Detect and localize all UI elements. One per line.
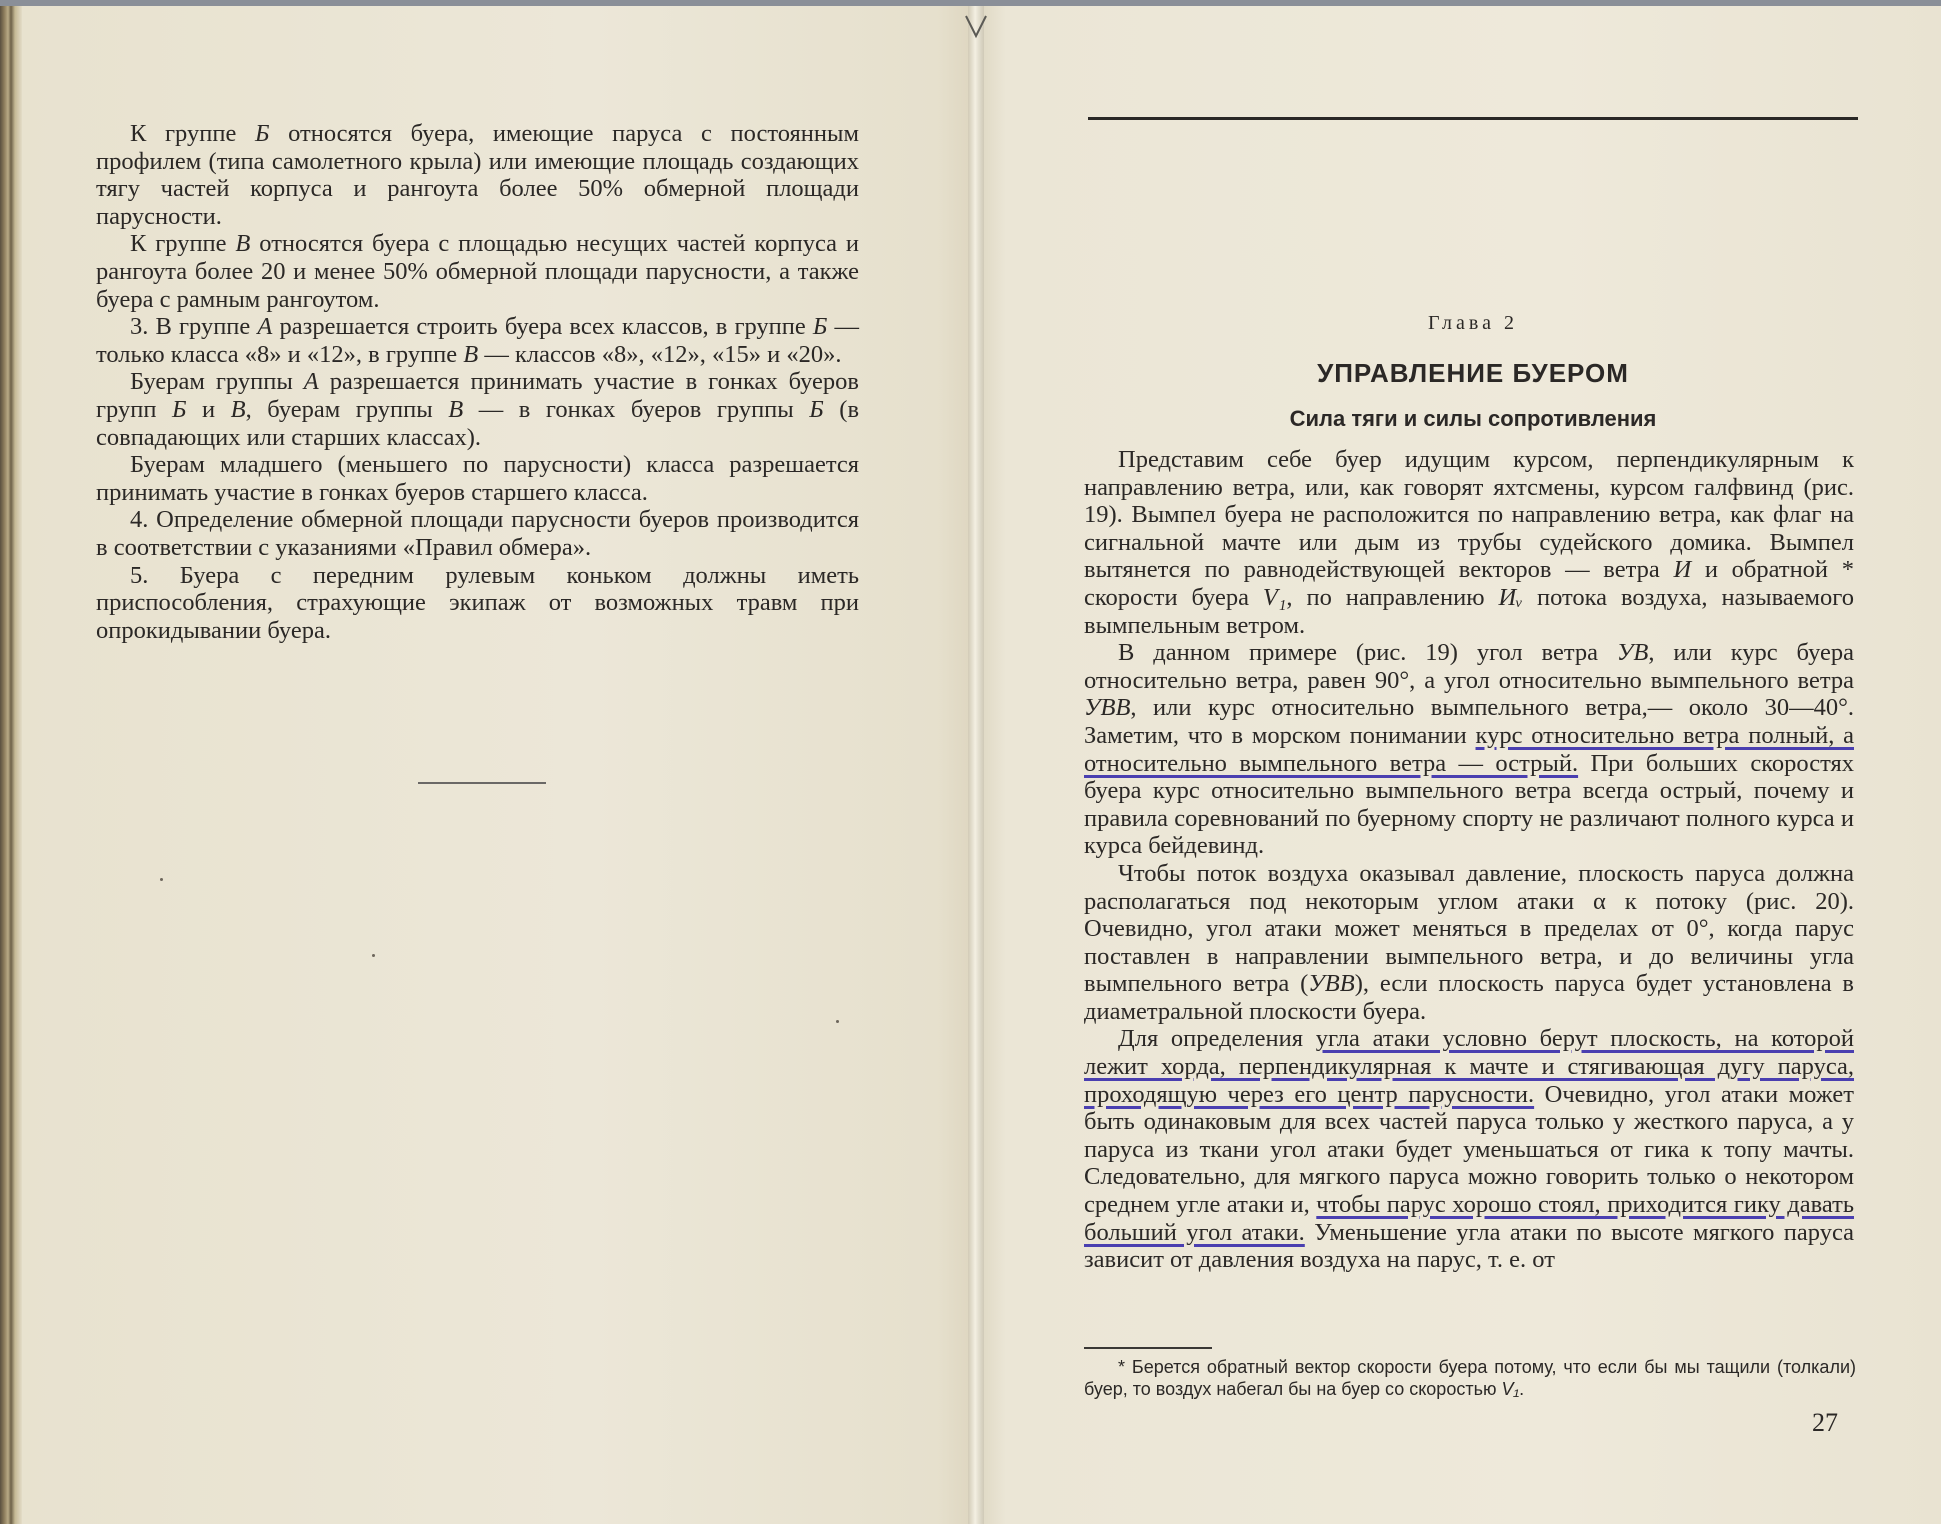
italic-symbol: УВВ [1308, 970, 1355, 998]
italic-symbol: Б [809, 395, 824, 423]
text-run: 4. Определение обмерной площади парусности буеров производится в соответствии с указаниями «Правил обмера». [96, 506, 859, 561]
header-rule [1088, 117, 1858, 120]
spine-notch-icon [964, 14, 988, 40]
pen-underlined-text: чтобы парус хорошо стоял, приходится гику давать больший угол атаки. [1084, 1191, 1854, 1246]
paragraph [96, 562, 859, 645]
text-run: потока воздуха, называемого вымпельным ветром. [1084, 583, 1854, 639]
italic-symbol: Иᵥ [1498, 583, 1524, 611]
section-divider [418, 782, 546, 784]
text-run: относятся буера с площадью несущих частей корпуса и рангоута более 20 и менее 50% обмерной площади парусности, а также буера с рамным рангоутом. [96, 230, 859, 313]
right-page [976, 6, 1941, 1524]
footnote-rule [1084, 1347, 1212, 1349]
paragraph [96, 368, 859, 451]
text-run: разрешается строить буера всех классов, в группе [272, 313, 813, 341]
text-run: Представим себе буер идущим курсом, перпендикулярным к направлению ветра, или, как говорят яхтсмены, курсом галфвинд (рис. 19). Вымпел буера не расположится по направлению ветра, как флаг на сигнальной мачте или дым из трубы судейского домика. Вымпел вытянется по равнодействующей векторов — ветра [1084, 446, 1854, 584]
italic-symbol: В [235, 230, 251, 258]
text-run: Буерам младшего (меньшего по парусности) класса разрешается принимать участие в гонках буеров старшего класса. [96, 451, 859, 506]
book-spread [0, 6, 1941, 1524]
text-run: — только класса «8» и «12», в группе [96, 313, 859, 368]
paragraph [1084, 446, 1854, 639]
text-run: и [186, 395, 231, 423]
paragraph [96, 120, 859, 230]
italic-symbol: А [257, 313, 273, 341]
text-run: * Берется обратный вектор скорости буера потому, что если бы мы тащили (толкали) буер, то воздух набегал бы на буер со скоростью [1084, 1357, 1856, 1399]
italic-symbol: В [230, 395, 246, 423]
book-spine [968, 6, 984, 1524]
text-run: ), если плоскость паруса будет установлена в диаметральной плоскости буера. [1084, 970, 1854, 1025]
right-page-body [1084, 446, 1854, 1274]
text-run: Чтобы поток воздуха оказывал давление, плоскость паруса должна располагаться под некоторым углом атаки α к потоку (рис. 20). Очевидно, угол атаки может меняться в пределах от 0°, когда парус поставлен в направлении вымпельного ветра, и до величины угла вымпельного ветра ( [1084, 859, 1854, 998]
text-run: (в совпадающих или старших классах). [96, 395, 860, 451]
paper-speck [836, 1020, 839, 1023]
paragraph [1084, 639, 1854, 860]
text-run: разрешается принимать участие в гонках буеров групп [96, 368, 859, 423]
page-number: 27 [1812, 1408, 1838, 1437]
text-run: Очевидно, угол атаки может быть одинаковым для всех частей паруса только у жесткого паруса, а у паруса из ткани угол атаки будет уменьшаться от гика к топу мачты. Следовательно, для мягкого паруса можно говорить только о некотором среднем угле атаки и, [1084, 1080, 1854, 1219]
chapter-label: Глава 2 [1428, 312, 1518, 334]
chapter-title: УПРАВЛЕНИЕ БУЕРОМ [1317, 358, 1629, 388]
pen-underlined-text: курс относительно ветра полный, а относительно вымпельного ветра — острый. [1084, 721, 1854, 777]
italic-symbol: V₁ [1501, 1379, 1520, 1399]
text-run: Буерам группы [130, 368, 304, 396]
section-title: Сила тяги и силы сопротивления [1289, 406, 1657, 431]
paragraph [96, 506, 859, 561]
pen-underlined-text: угла атаки условно берут плоскость, на которой лежит хорда, перпендикулярная к мачте и стягивающая дугу паруса, проходящую через его центр парусности. [1084, 1025, 1854, 1108]
italic-symbol: УВВ [1084, 694, 1131, 722]
text-run: , по направлению [1286, 583, 1499, 611]
text-run: Уменьшение угла атаки по высоте мягкого паруса зависит от давления воздуха на парус, т. е. от [1084, 1218, 1855, 1274]
italic-symbol: УВ [1616, 639, 1649, 667]
text-run: К группе [130, 120, 255, 147]
italic-symbol: А [303, 368, 319, 396]
paper-speck [372, 954, 375, 957]
paper-speck [160, 878, 163, 881]
text-run: , или курс относительно вымпельного ветра,— около 30—40°. Заметим, что в морском понимании [1084, 694, 1854, 749]
text-run: — в гонках буеров группы [463, 395, 810, 423]
italic-symbol: В [463, 340, 479, 368]
left-page [0, 6, 976, 1524]
text-run: . [1519, 1379, 1525, 1399]
paragraph [96, 230, 859, 313]
italic-symbol: V₁ [1262, 583, 1287, 611]
italic-symbol: Б [172, 395, 187, 423]
text-run: К группе [130, 230, 236, 258]
italic-symbol: В [448, 395, 464, 423]
paragraph [1084, 860, 1854, 1026]
footnote-text [1084, 1356, 1856, 1400]
text-run: — классов «8», «12», «15» и «20». [478, 340, 842, 368]
footnote [1084, 1356, 1856, 1400]
text-run: В данном примере (рис. 19) угол ветра [1118, 639, 1617, 667]
italic-symbol: Б [254, 120, 270, 147]
text-run: и обратной * скорости буера [1084, 556, 1855, 611]
book-edge [0, 6, 22, 1524]
text-run: 5. Буера с передним рулевым коньком должны иметь приспособления, страхующие экипаж от возможных травм при опрокидывании буера. [96, 561, 859, 644]
text-run: , или курс буера относительно ветра, равен 90°, а угол относительно вымпельного ветра [1084, 639, 1854, 694]
paragraph [96, 313, 859, 368]
paragraph [1084, 1025, 1854, 1273]
paragraph [96, 451, 859, 506]
text-run: Для определения [1118, 1025, 1316, 1053]
italic-symbol: И [1673, 556, 1692, 584]
text-run: , буерам группы [245, 395, 449, 423]
left-page-body [96, 120, 859, 644]
text-run: 3. В группе [130, 313, 258, 341]
text-run: относятся буера, имеющие паруса с постоянным профилем (типа самолетного крыла) или имеющие площадь создающих тягу частей корпуса и рангоута более 50% обмерной площади парусности. [96, 120, 859, 230]
italic-symbol: Б [812, 313, 828, 341]
text-run: При больших скоростях буера курс относительно вымпельного ветра всегда острый, почему и правила соревнований по буерному спорту не различают полного курса и курса бейдевинд. [1084, 749, 1854, 860]
